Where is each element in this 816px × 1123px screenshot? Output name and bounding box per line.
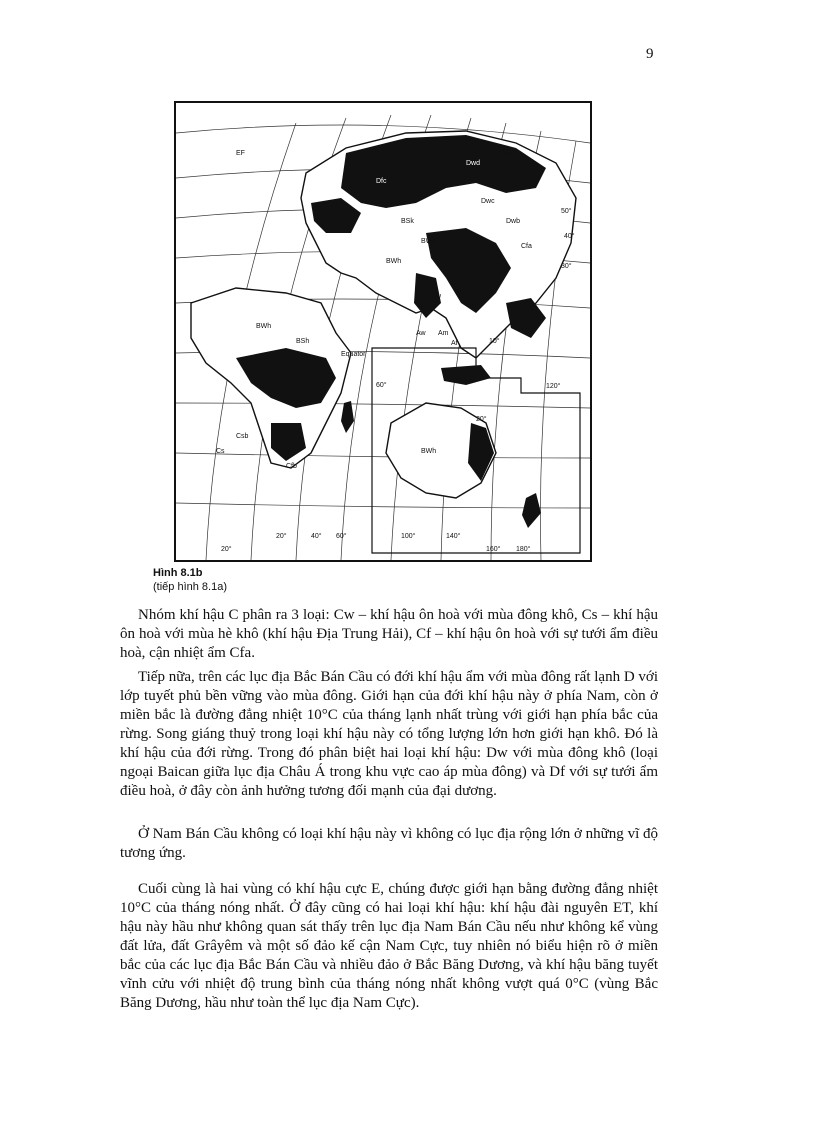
- label-lon-60: 60°: [336, 533, 347, 540]
- madagascar: [341, 401, 354, 433]
- label-dfc: Dfc: [376, 178, 387, 185]
- label-lon-120: 120°: [546, 383, 561, 390]
- paragraph-southern-hemisphere: Ở Nam Bán Cầu không có loại khí hậu này vì không có lục địa rộng lớn ở những vĩ độ tương ứng.: [120, 826, 658, 861]
- label-lat-50: 50°: [561, 208, 572, 215]
- label-lon-100: 100°: [401, 533, 416, 540]
- label-bwk: BWk: [421, 238, 436, 245]
- label-lon-20e: 20°: [276, 533, 287, 540]
- label-lon-160: 160°: [486, 546, 501, 553]
- label-lon-40: 40°: [311, 533, 322, 540]
- label-ef: EF: [236, 150, 245, 157]
- label-dwc: Dwc: [481, 198, 495, 205]
- label-bsh: BSh: [296, 338, 310, 345]
- label-cw: Cw: [431, 293, 442, 300]
- label-aw: Aw: [416, 330, 426, 337]
- label-lat-30: 30°: [561, 263, 572, 270]
- label-bwh-asia: BWh: [386, 258, 402, 265]
- new-zealand: [522, 493, 541, 528]
- label-cs: Cs: [216, 448, 225, 455]
- label-dwd: Dwd: [466, 160, 481, 167]
- label-bwh-australia: BWh: [421, 448, 437, 455]
- paragraph-climate-d: Tiếp nữa, trên các lục địa Bắc Bán Cầu có đới khí hậu ẩm với mùa đông rất lạnh D với lớp tuyết phủ bền vững vào mùa đông. Giới hạn của đới khí hậu này ở phía Nam, còn ở miền bắc là đường đẳng nhiệt 10°C của tháng lạnh nhất trùng với giới hạn phía bắc của rừng. Song giáng thuỷ trong loại khí hậu này có tổng lượng lớn hơn giới hạn khô. Đó là khí hậu của đới rừng. Trong đó phân biệt hai loại khí hậu: Dw với mùa đông khô (loại ngoại Baican giữa lục địa Châu Á trong khu vực cao áp mùa đông) và Df với sự tưới ẩm điều hoà, ở đây còn ảnh hưởng tương đối mạnh của đại dương.: [120, 669, 658, 799]
- label-lat-10: 10°: [489, 338, 500, 345]
- new-guinea: [441, 365, 491, 385]
- label-csb: Csb: [236, 433, 249, 440]
- se-asia-zone: [506, 298, 546, 338]
- label-am: Am: [438, 330, 449, 337]
- paragraph-climate-e: Cuối cùng là hai vùng có khí hậu cực E, chúng được giới hạn bằng đường đẳng nhiệt 10°C của tháng nóng nhất. Ở đây cũng có hai loại khí hậu: khí hậu đài nguyên ET, khí hậu này hầu như không quan sát thấy trên lục địa Nam Bán Cầu nếu như không kể vùng đất lửa, đất Grâyêm và một số đảo kế cận Nam Cực, tuy nhiên nó biểu hiện rõ ở miền bắc của các lục địa Bắc Bán Cầu và nhiều đảo ở Bắc Băng Dương, và khí hậu băng tuyết vĩnh cửu với nhiệt độ trung bình của tháng nóng nhất không vượt quá 0°C (vùng Bắc Băng Dương, hầu như toàn thể lục địa Nam Cực).: [120, 881, 658, 1011]
- page-number: 9: [646, 46, 654, 62]
- climate-map-figure: [174, 101, 592, 562]
- label-lon-140: 140°: [446, 533, 461, 540]
- label-cfa: Cfa: [521, 243, 532, 250]
- label-lon-180: 180°: [516, 546, 531, 553]
- label-bsk: BSk: [401, 218, 414, 225]
- figure-caption-subtitle: (tiếp hình 8.1a): [153, 581, 227, 593]
- label-lat-40: 40°: [564, 233, 575, 240]
- label-equator: Equator: [341, 351, 366, 358]
- label-af: Af: [451, 340, 458, 347]
- label-lat-20: 20°: [476, 416, 487, 423]
- label-dwb: Dwb: [506, 218, 521, 225]
- climate-map: [176, 103, 590, 560]
- label-lat-70: 70°: [501, 153, 512, 160]
- figure-caption-title: Hình 8.1b: [153, 567, 203, 579]
- label-bwh-africa: BWh: [256, 323, 272, 330]
- label-lon-20w: 20°: [221, 546, 232, 553]
- label-cfb: Cfb: [286, 463, 297, 470]
- paragraph-climate-c: Nhóm khí hậu C phân ra 3 loại: Cw – khí hậu ôn hoà với mùa đông khô, Cs – khí hậu ôn hoà với mùa hè khô (khí hậu Địa Trung Hải), Cf – khí hậu ôn hoà với sự tưới ẩm điều hoà, cận nhiệt ẩm Cfa.: [120, 607, 658, 661]
- label-lat-60: 60°: [376, 382, 387, 389]
